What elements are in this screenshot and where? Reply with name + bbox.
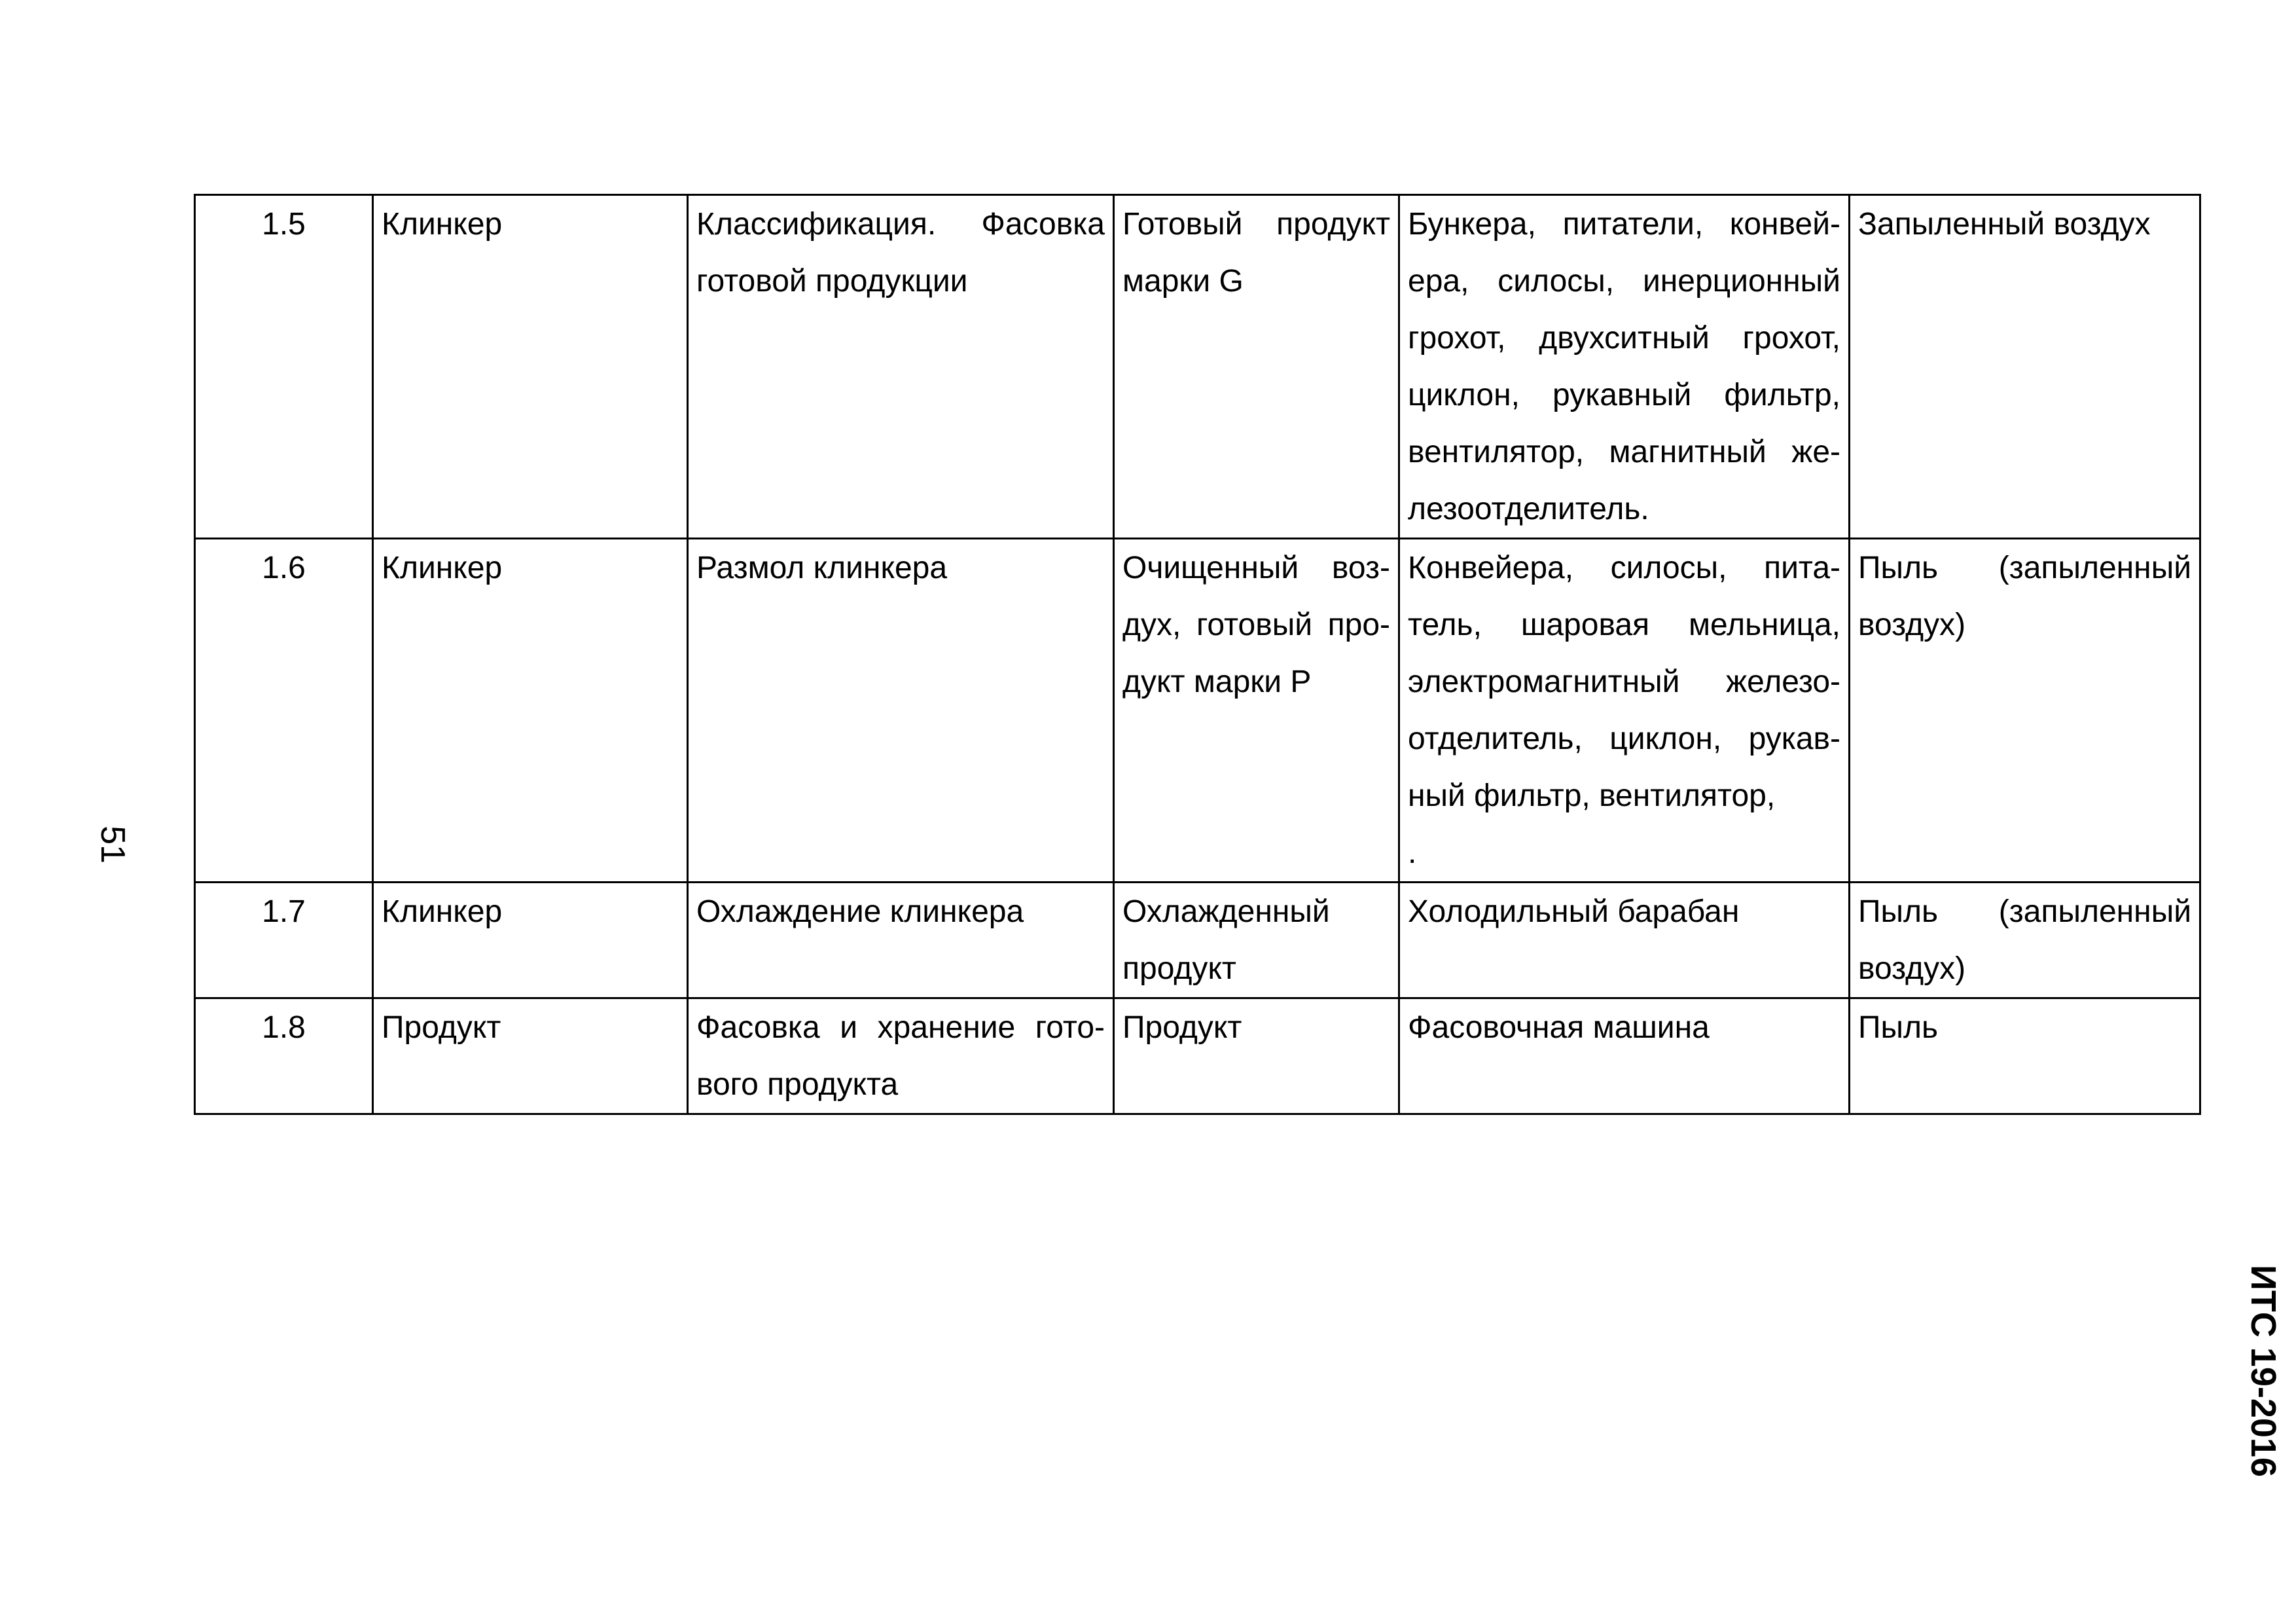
equipment-cell <box>1399 998 1850 1114</box>
cell-line: отделитель, циклон, рукав- <box>1408 721 1840 756</box>
material-cell: Клинкер <box>373 883 688 998</box>
process-cell <box>688 883 1114 998</box>
row-number-cell: 1.7 <box>195 883 373 998</box>
cell-line: Продукт <box>1122 1010 1242 1045</box>
equipment-cell <box>1399 539 1850 883</box>
cell-line: воздух) <box>1858 608 1966 642</box>
row-number-cell: 1.8 <box>195 998 373 1114</box>
output-cell <box>1114 883 1399 998</box>
material-cell: Клинкер <box>373 539 688 883</box>
cell-line: Фасовка и хранение гото- <box>696 1010 1105 1045</box>
equipment-cell <box>1399 883 1850 998</box>
table-row <box>195 998 2200 1114</box>
cell-line: грохот, двухситный грохот, <box>1408 321 1840 356</box>
cell-line: Размол клинкера <box>696 551 948 585</box>
cell-line: тель, шаровая мельница, <box>1408 608 1840 642</box>
cell-line: лезоотделитель. <box>1408 492 1649 526</box>
process-cell <box>688 998 1114 1114</box>
process-cell <box>688 195 1114 539</box>
cell-line: Готовый продукт <box>1122 207 1390 242</box>
document-code: ИТС 19-2016 <box>2244 1265 2283 1477</box>
cell-line: Пыль (запыленный <box>1858 894 2191 929</box>
cell-line: Запыленный воздух <box>1858 207 2151 242</box>
cell-line: Пыль (запыленный <box>1858 551 2191 585</box>
cell-line: ера, силосы, инерционный <box>1408 264 1840 299</box>
output-cell <box>1114 539 1399 883</box>
cell-line: Конвейера, силосы, пита- <box>1408 551 1840 585</box>
table-row <box>195 539 2200 883</box>
cell-line: воздух) <box>1858 951 1966 986</box>
row-number-cell: 1.5 <box>195 195 373 539</box>
table-row <box>195 883 2200 998</box>
output-cell <box>1114 195 1399 539</box>
emission-cell <box>1850 998 2200 1114</box>
cell-line: дух, готовый про- <box>1122 608 1390 642</box>
cell-line: Холодильный барабан <box>1408 894 1740 929</box>
table-row <box>195 195 2200 539</box>
emission-cell <box>1850 883 2200 998</box>
cell-line: вентилятор, магнитный же- <box>1408 435 1840 469</box>
cell-line: ный фильтр, вентилятор, <box>1408 778 1776 813</box>
cell-line: готовой продукции <box>696 264 968 299</box>
cell-line: Охлаждение клинкера <box>696 894 1024 929</box>
cell-line: Охлажденный <box>1122 894 1330 929</box>
cell-line: Классификация. Фасовка <box>696 207 1105 242</box>
equipment-cell <box>1399 195 1850 539</box>
emission-cell <box>1850 539 2200 883</box>
cell-line: Бункера, питатели, конвей- <box>1408 207 1840 242</box>
cell-line: марки G <box>1122 264 1244 299</box>
cell-line: вого продукта <box>696 1067 899 1102</box>
row-number-cell: 1.6 <box>195 539 373 883</box>
cell-line: электромагнитный железо- <box>1408 665 1840 699</box>
material-cell: Продукт <box>373 998 688 1114</box>
output-cell <box>1114 998 1399 1114</box>
cell-line: Пыль <box>1858 1010 1939 1045</box>
cell-line: циклон, рукавный фильтр, <box>1408 378 1840 412</box>
material-cell: Клинкер <box>373 195 688 539</box>
cell-line: . <box>1408 835 1417 870</box>
emission-cell <box>1850 195 2200 539</box>
cell-line: Фасовочная машина <box>1408 1010 1710 1045</box>
process-table <box>194 194 2201 1115</box>
cell-line: продукт <box>1122 951 1236 986</box>
page-number: 51 <box>94 826 132 864</box>
process-cell <box>688 539 1114 883</box>
cell-line: дукт марки P <box>1122 665 1312 699</box>
cell-line: Очищенный воз- <box>1122 551 1390 585</box>
